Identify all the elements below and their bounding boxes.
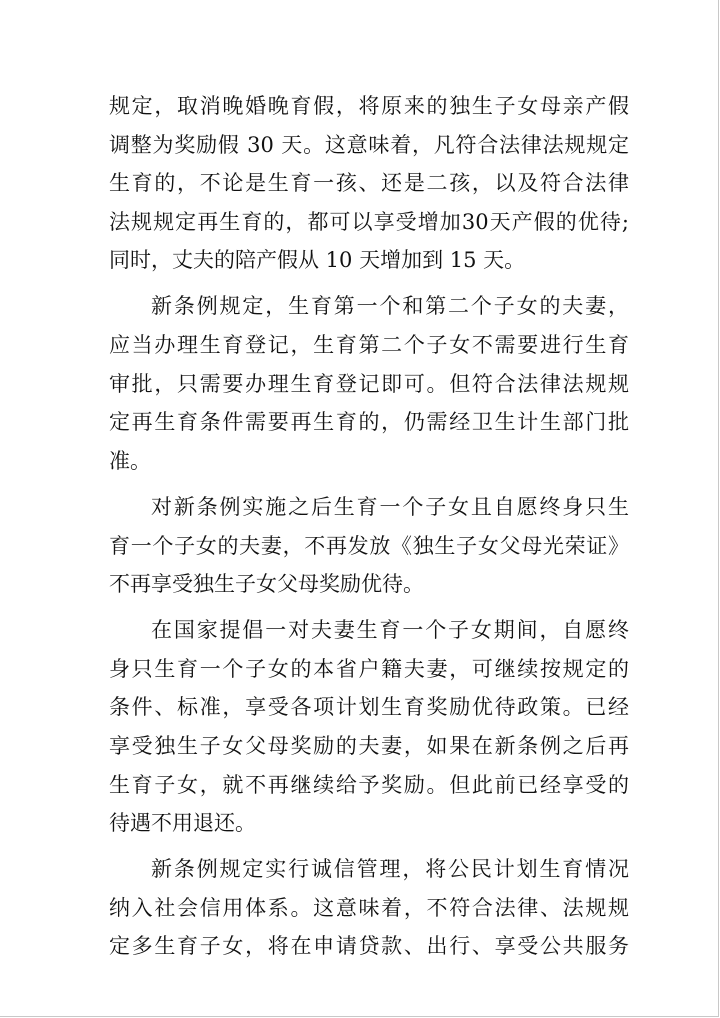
paragraph-gap [109, 843, 629, 851]
paragraph-maternity-leave [109, 87, 629, 280]
document-body [109, 87, 629, 966]
text-line: 规定，取消晚婚晚育假，将原来的独生子女母亲产假 [109, 94, 629, 118]
paragraph-gap [109, 480, 629, 488]
paragraph-birth-registration [109, 287, 629, 480]
paragraph-only-child-certificate [109, 488, 629, 604]
paragraph-gap [109, 280, 629, 288]
text-line: 定再生育条件需要再生育的，仍需经卫生计生部门批 [109, 410, 629, 435]
text-line: 生育的，不论是生育一孩、还是二孩，以及符合法律 [109, 171, 629, 196]
text-line: 定多生育子女，将在申请贷款、出行、享受公共服务 [109, 934, 629, 959]
paragraph-gap [109, 604, 629, 612]
text-line: 生育子女，就不再继续给予奖励。但此前已经享受的 [109, 772, 629, 797]
text-line: 条件、标准，享受各项计划生育奖励优待政策。已经 [109, 695, 629, 720]
text-line: 新条例规定实行诚信管理，将公民计划生育情况 [151, 857, 629, 882]
text-line: 准。 [109, 448, 151, 473]
paragraph-credit-management [109, 850, 629, 966]
text-line: 纳入社会信用体系。这意味着，不符合法律、法规规 [109, 895, 629, 920]
text-line: 应当办理生育登记，生育第二个子女不需要进行生育 [109, 333, 629, 358]
paragraph-reward-policy [109, 611, 629, 843]
text-line: 身只生育一个子女的本省户籍夫妻，可继续按规定的 [109, 656, 629, 681]
text-line: 在国家提倡一对夫妻生育一个子女期间，自愿终 [151, 618, 629, 643]
text-line: 调整为奖励假 30 天。这意味着，凡符合法律法规规定 [109, 132, 629, 157]
text-line: 审批，只需要办理生育登记即可。但符合法律法规规 [109, 371, 629, 396]
text-line: 对新条例实施之后生育一个子女且自愿终身只生 [151, 494, 629, 519]
text-line: 同时，丈夫的陪产假从 10 天增加到 15 天。 [109, 248, 526, 273]
text-line: 法规规定再生育的，都可以享受增加30天产假的优待; [109, 209, 629, 234]
text-line: 享受独生子女父母奖励的夫妻，如果在新条例之后再 [109, 734, 629, 758]
text-line: 新条例规定，生育第一个和第二个子女的夫妻， [151, 294, 629, 319]
text-line: 不再享受独生子女父母奖励优待。 [109, 572, 424, 597]
text-line: 育一个子女的夫妻，不再发放《独生子女父母光荣证》 [109, 533, 629, 558]
text-line: 待遇不用退还。 [109, 811, 256, 836]
